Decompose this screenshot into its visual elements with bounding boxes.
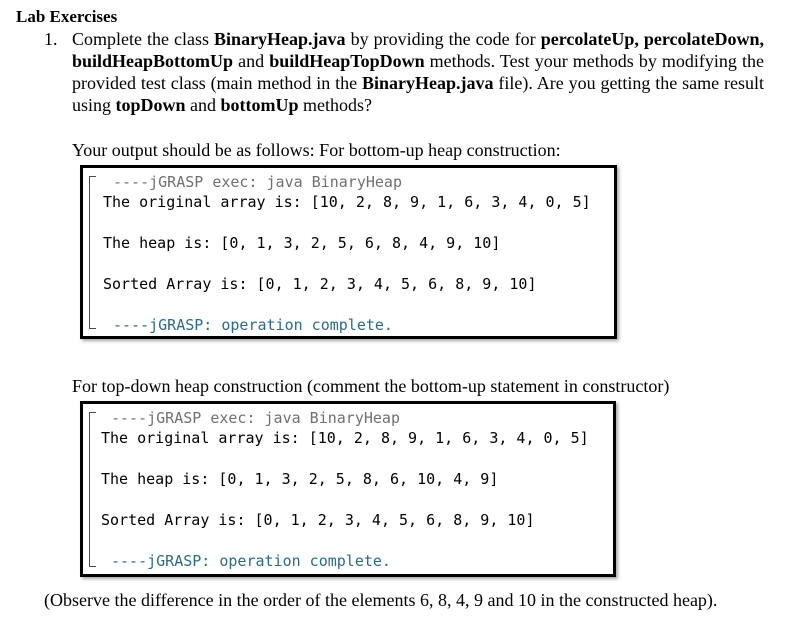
bottom-up-console — [80, 165, 617, 339]
bottom-up-lead: Your output should be as follows: For bottom-up heap construction: — [72, 140, 561, 160]
console-bracket — [89, 176, 96, 177]
text-run: Complete the class — [72, 29, 215, 49]
console-sorted-output: Sorted Array is: [0, 1, 2, 3, 4, 5, 6, 8, 9, 10] — [103, 275, 537, 293]
console-complete-line: ----jGRASP: operation complete. — [113, 316, 393, 334]
observation-note: (Observe the difference in the order of the elements 6, 8, 4, 9 and 10 in the constructed heap). — [44, 590, 718, 610]
console-bracket — [89, 412, 90, 566]
bold-run: bottomUp — [220, 95, 299, 115]
bold-run: BinaryHeap.java — [362, 73, 494, 93]
console-bracket — [89, 412, 96, 413]
exercise-number: 1. — [44, 29, 58, 49]
console-bracket — [89, 328, 96, 329]
console-complete-line: ----jGRASP: operation complete. — [111, 552, 391, 570]
top-down-console — [80, 401, 616, 577]
console-heap-output: The heap is: [0, 1, 3, 2, 5, 8, 6, 10, 4, 9] — [101, 470, 499, 488]
bold-run: percolateUp, percolateDown, buildHeapBottomUp — [72, 29, 765, 71]
console-original-array: The original array is: [10, 2, 8, 9, 1, 6, 3, 4, 0, 5] — [101, 429, 589, 447]
console-bracket — [89, 566, 96, 567]
text-run: methods? — [298, 95, 373, 115]
bold-run: BinaryHeap.java — [214, 29, 346, 49]
console-sorted-output: Sorted Array is: [0, 1, 2, 3, 4, 5, 6, 8, 9, 10] — [101, 511, 535, 529]
console-exec-line: ----jGRASP exec: java BinaryHeap — [111, 409, 400, 427]
text-run: file). Are you getting the same result using — [72, 73, 764, 115]
text-run: and — [233, 51, 270, 71]
console-heap-output: The heap is: [0, 1, 3, 2, 5, 6, 8, 4, 9, 10] — [103, 234, 501, 252]
console-exec-line: ----jGRASP exec: java BinaryHeap — [113, 173, 402, 191]
text-run: methods. Test your methods by modifying the provided test class (main method in the — [72, 51, 764, 93]
text-run: and — [185, 95, 221, 115]
text-run: by providing the code for — [345, 29, 541, 49]
bold-run: topDown — [115, 95, 186, 115]
console-original-array: The original array is: [10, 2, 8, 9, 1, 6, 3, 4, 0, 5] — [103, 193, 591, 211]
bold-run: buildHeapTopDown — [269, 51, 425, 71]
exercise-text — [72, 28, 764, 116]
section-heading: Lab Exercises — [16, 7, 118, 26]
top-down-lead: For top-down heap construction (comment the bottom-up statement in constructor) — [72, 376, 670, 396]
console-bracket — [89, 176, 90, 328]
exercise-item — [44, 28, 764, 116]
